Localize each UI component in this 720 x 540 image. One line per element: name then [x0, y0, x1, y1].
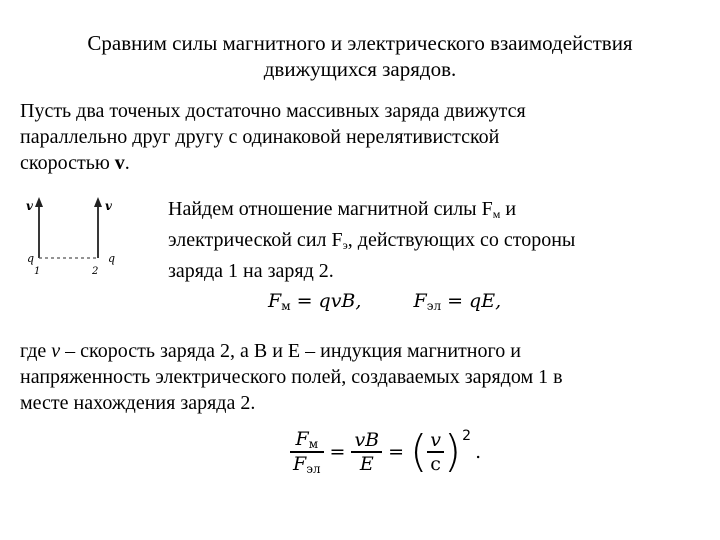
task-line-2-prefix: электрической сил F: [168, 229, 343, 251]
explanation-line-3: месте нахождения заряда 2.: [20, 392, 256, 414]
q-label-right: q: [108, 252, 116, 265]
velocity-symbol: v: [114, 152, 125, 174]
v-over-c-fraction: [427, 429, 444, 475]
intro-line-1: Пусть два точеных достаточно массивных заряда движутся: [20, 100, 526, 122]
explanation-line-1-suffix: – скорость заряда 2, а B и E – индукция магнитного и: [60, 340, 521, 362]
q-label-left: q: [27, 252, 35, 265]
page-title: [0, 30, 720, 82]
explanation-prefix: где: [20, 340, 52, 362]
left-arrow-head: [35, 197, 43, 207]
left-paren: (: [410, 425, 428, 477]
v-label-right: v: [105, 199, 112, 213]
force-formulas: [268, 290, 501, 313]
title-line-2: движущихся зарядов.: [263, 57, 457, 81]
intro-line-3-prefix: скоростью: [20, 152, 115, 174]
task-line-1: [168, 196, 708, 227]
intro-line-3-suffix: .: [124, 152, 130, 174]
fe-formula-subscript: эл: [426, 299, 442, 313]
explanation-line-1: [20, 338, 710, 364]
explanation-paragraph: [20, 338, 710, 416]
task-line-2: [168, 227, 708, 258]
title-line-1: Сравним силы магнитного и электрического взаимодействия: [87, 31, 633, 55]
charge-1-label: 1: [34, 266, 41, 277]
right-arrow-head: [94, 197, 102, 207]
charge-2-label: 2: [92, 266, 99, 277]
right-paren: ): [443, 425, 462, 477]
inner-denominator: c: [430, 452, 441, 475]
ratio-den-sub: эл: [306, 461, 321, 476]
fe-subscript: э: [342, 238, 348, 252]
ratio-formula: [290, 425, 482, 477]
fm-symbol: F: [268, 290, 282, 312]
intro-line-2: параллельно друг другу с одинаковой нерелятивистской: [20, 126, 500, 148]
ratio-num-sub: м: [308, 437, 319, 451]
fm-subscript: м: [492, 207, 501, 221]
ratio-num-F: F: [295, 428, 309, 450]
fm-formula-subscript: м: [281, 299, 291, 313]
v-label-left: v: [26, 199, 33, 213]
equals-sign-2: =: [388, 440, 405, 463]
task-paragraph: [168, 196, 708, 284]
force-ratio-fraction: [290, 428, 324, 476]
fe-symbol: F: [413, 290, 427, 312]
intro-paragraph: [20, 98, 710, 176]
vb-over-e-fraction: [351, 429, 382, 475]
ratio-den-F: F: [293, 452, 307, 475]
equals-sign-1: =: [329, 440, 346, 463]
power-exponent: 2: [462, 428, 472, 444]
charges-diagram: [22, 194, 132, 280]
fe-rhs: = qE,: [441, 290, 502, 312]
mid-numerator: vB: [354, 429, 380, 451]
task-line-1-prefix: Найдем отношение магнитной силы F: [168, 198, 493, 220]
explanation-v: v: [51, 340, 61, 362]
task-line-3: заряда 1 на заряд 2.: [168, 260, 334, 282]
intro-line-3: [20, 150, 710, 176]
mid-denominator: E: [359, 452, 374, 475]
fm-rhs: = qvB,: [290, 290, 362, 312]
inner-numerator: v: [430, 429, 441, 451]
formula-end-period: .: [475, 440, 482, 463]
task-line-1-suffix: и: [500, 198, 517, 220]
task-line-2-suffix: , действующих со стороны: [347, 229, 576, 251]
explanation-line-2: напряженность электрического полей, создаваемых зарядом 1 в: [20, 366, 563, 388]
